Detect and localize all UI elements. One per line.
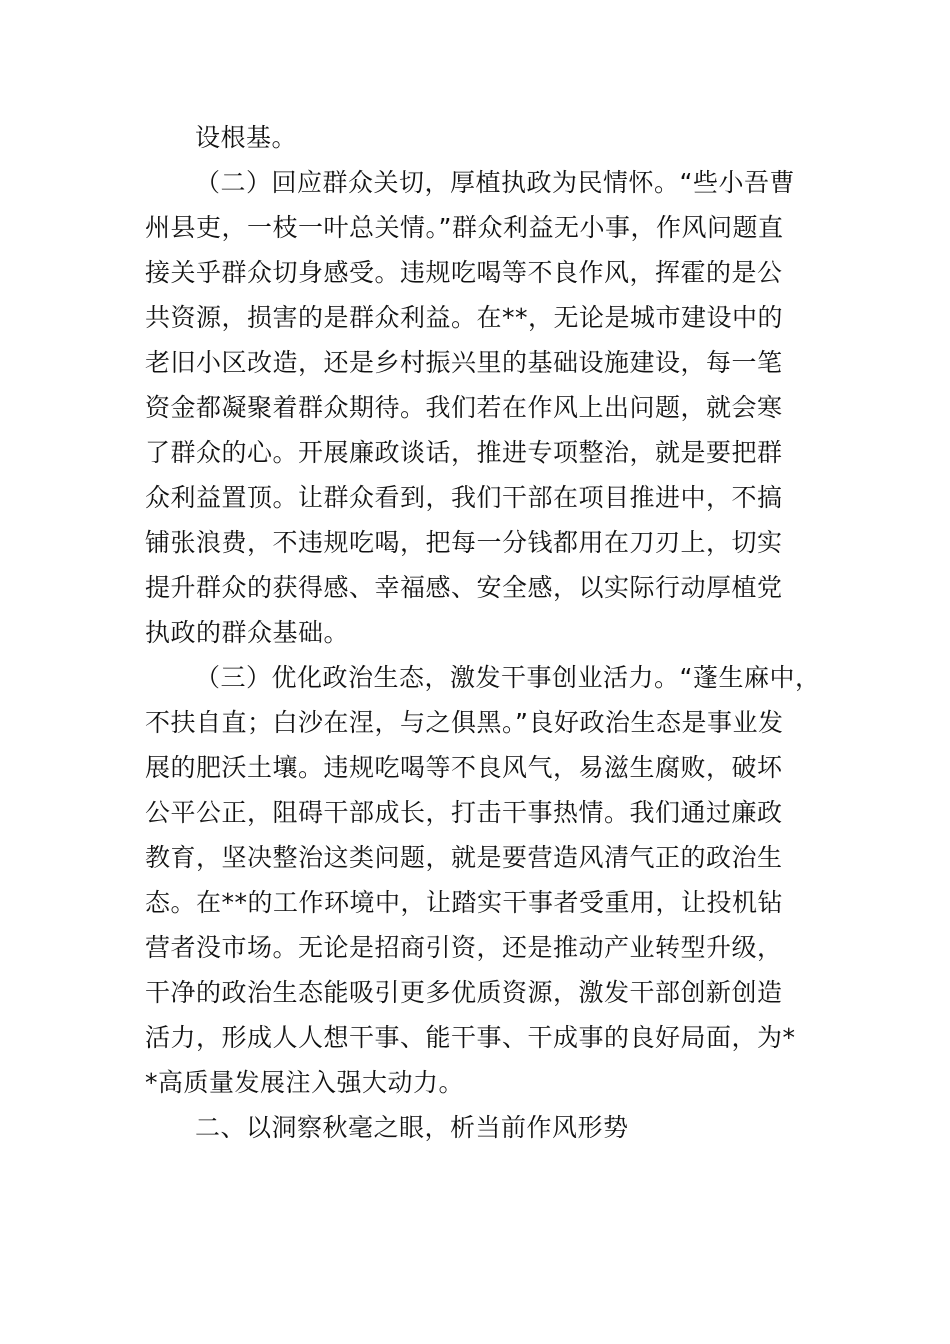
- text-line: 营者没市场。无论是招商引资，还是推动产业转型升级，: [145, 933, 783, 962]
- text-line: 执政的群众基础。: [145, 618, 350, 647]
- text-line: 接关乎群众切身感受。违规吃喝等不良作风，挥霍的是公: [145, 258, 783, 287]
- text-line: 教育，坚决整治这类问题，就是要营造风清气正的政治生: [145, 843, 783, 872]
- text-line: 资金都凝聚着群众期待。我们若在作风上出问题，就会寒: [145, 393, 783, 422]
- text-line: *高质量发展注入强大动力。: [145, 1068, 465, 1097]
- text-line: 设根基。: [195, 123, 298, 152]
- section-heading-two: 二、以洞察秋毫之眼，析当前作风形势: [195, 1113, 629, 1142]
- text-line: 州县吏，一枝一叶总关情。”群众利益无小事，作风问题直: [145, 213, 784, 242]
- text-line: 共资源，损害的是群众利益。在**，无论是城市建设中的: [145, 303, 784, 332]
- text-line: 干净的政治生态能吸引更多优质资源，激发干部创新创造: [145, 978, 783, 1007]
- text-line: 活力，形成人人想干事、能干事、干成事的良好局面，为*: [145, 1023, 796, 1052]
- section-heading-2: （二）回应群众关切，厚植执政为民情怀。“些小吾曹: [195, 168, 795, 197]
- text-line: 不扶自直；白沙在涅，与之俱黑。”良好政治生态是事业发: [145, 708, 784, 737]
- text-line: 众利益置顶。让群众看到，我们干部在项目推进中，不搞: [145, 483, 783, 512]
- text-line: 老旧小区改造，还是乡村振兴里的基础设施建设，每一笔: [145, 348, 783, 377]
- text-line: 公平公正，阻碍干部成长，打击干事热情。我们通过廉政: [145, 798, 783, 827]
- section-heading-3: （三）优化政治生态，激发干事创业活力。“蓬生麻中，: [195, 663, 821, 692]
- text-line: 展的肥沃土壤。违规吃喝等不良风气，易滋生腐败，破坏: [145, 753, 783, 782]
- text-line: 了群众的心。开展廉政谈话，推进专项整治，就是要把群: [145, 438, 783, 467]
- text-line: 提升群众的获得感、幸福感、安全感，以实际行动厚植党: [145, 573, 783, 602]
- text-line: 态。在**的工作环境中，让踏实干事者受重用，让投机钻: [145, 888, 784, 917]
- text-line: 铺张浪费，不违规吃喝，把每一分钱都用在刀刃上，切实: [145, 528, 783, 557]
